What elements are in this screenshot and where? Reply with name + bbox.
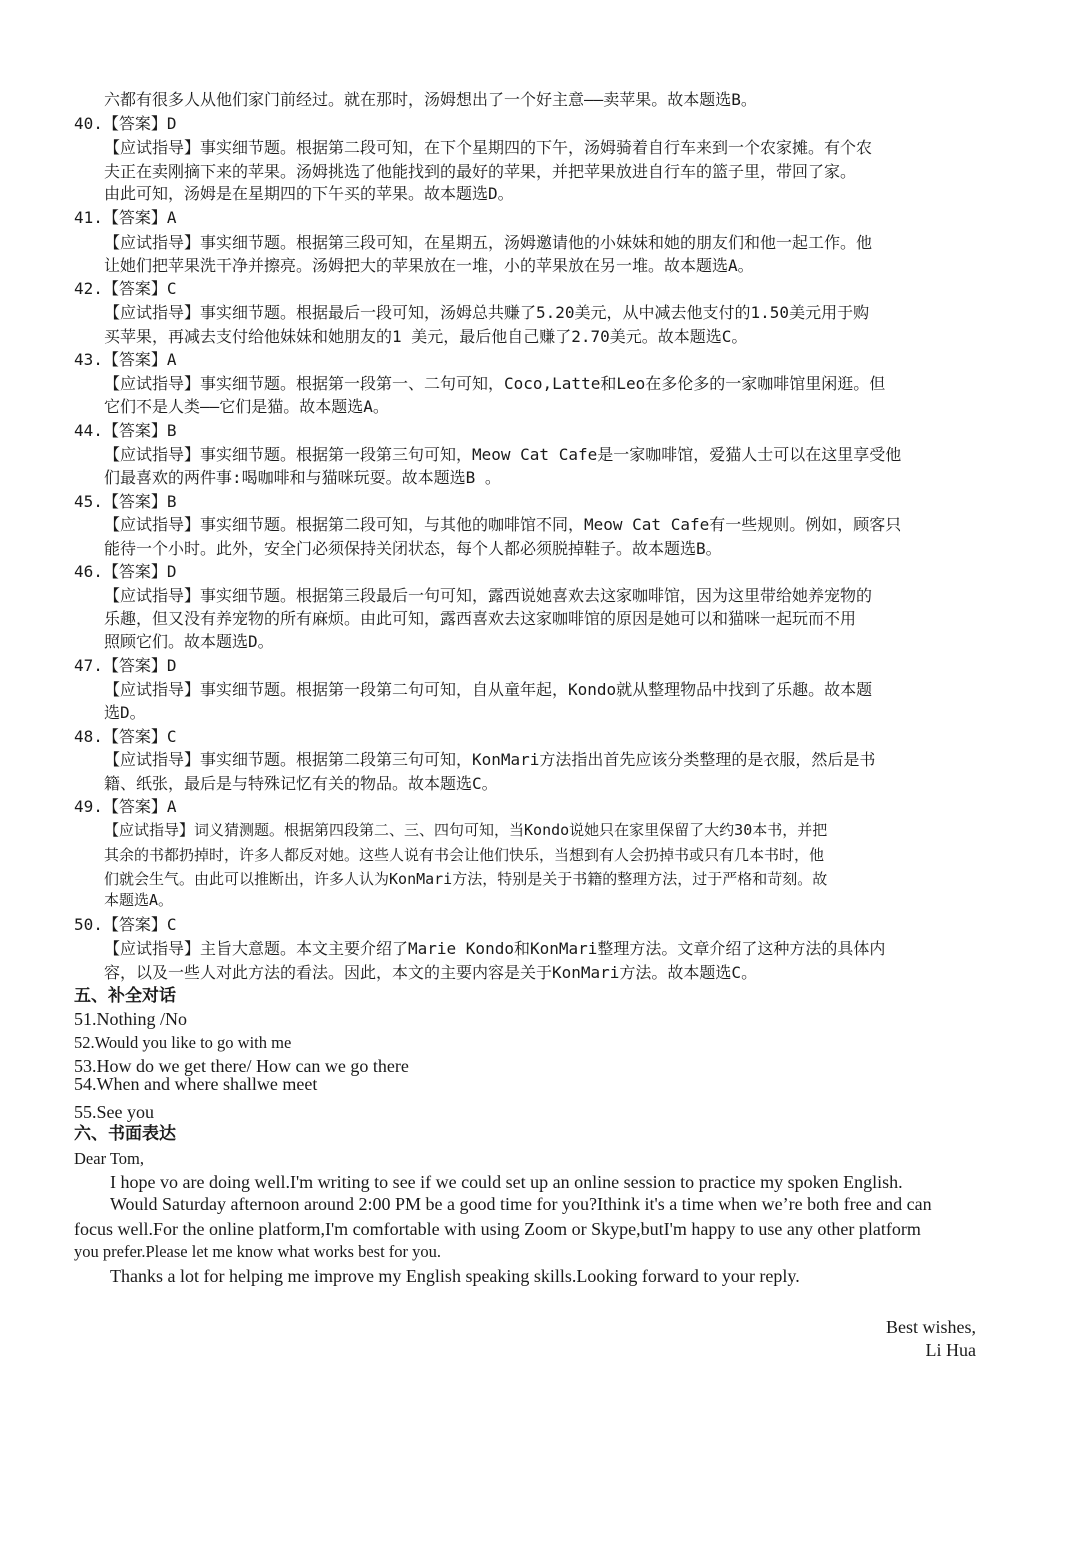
explanation-47-line-1: 【应试指导】事实细节题。根据第一段第二句可知，自从童年起，Kondo就从整理物品中找到了乐趣。故本题 [104, 680, 873, 699]
dialogue-answer-54: 54.When and where shallwe meet [74, 1074, 318, 1094]
dialogue-answer-52: 52.Would you like to go with me [74, 1033, 292, 1052]
letter-line-3: focus well.For the online platform,I'm comfortable with using Zoom or Skype,butI'm happy to use any other platform [74, 1219, 921, 1239]
answer-key-40: 40.【答案】D [74, 114, 177, 133]
explanation-41-line-2: 让她们把苹果洗干净并擦亮。汤姆把大的苹果放在一堆，小的苹果放在另一堆。故本题选A。 [104, 256, 754, 275]
carryover-line: 六都有很多人从他们家门前经过。就在那时，汤姆想出了一个好主意——卖苹果。故本题选B。 [104, 90, 757, 109]
explanation-49-line-2: 其余的书都扔掉时，许多人都反对她。这些人说有书会让他们快乐，当想到有人会扔掉书或只有几本书时，他 [104, 846, 825, 864]
explanation-48-line-1: 【应试指导】事实细节题。根据第二段第三句可知，KonMari方法指出首先应该分类整理的是衣服，然后是书 [104, 750, 876, 769]
letter-signature: Li Hua [925, 1340, 976, 1360]
dialogue-heading: 五、补全对话 [74, 986, 176, 1006]
letter-salutation: Dear Tom, [74, 1149, 145, 1168]
explanation-44-line-2: 们最喜欢的两件事:喝咖啡和与猫咪玩耍。故本题选B 。 [104, 468, 501, 487]
explanation-43-line-2: 它们不是人类——它们是猫。故本题选A。 [104, 397, 389, 416]
explanation-42-line-1: 【应试指导】事实细节题。根据最后一段可知，汤姆总共赚了5.20美元，从中减去他支付的1.50美元用于购 [104, 303, 870, 322]
letter-line-5: Thanks a lot for helping me improve my English speaking skills.Looking forward to your reply. [110, 1266, 800, 1286]
answer-key-44: 44.【答案】B [74, 421, 177, 440]
answer-key-47: 47.【答案】D [74, 656, 177, 675]
explanation-42-line-2: 买苹果，再减去支付给他妹妹和她朋友的1 美元，最后他自己赚了2.70美元。故本题选C。 [104, 327, 748, 346]
explanation-46-line-3: 照顾它们。故本题选D。 [104, 632, 274, 651]
answer-key-45: 45.【答案】B [74, 492, 177, 511]
explanation-46-line-1: 【应试指导】事实细节题。根据第三段最后一句可知，露西说她喜欢去这家咖啡馆，因为这里带给她养宠物的 [104, 586, 873, 605]
answer-key-46: 46.【答案】D [74, 562, 177, 581]
answer-key-48: 48.【答案】C [74, 727, 177, 746]
letter-line-4: you prefer.Please let me know what works best for you. [74, 1242, 442, 1261]
writing-heading: 六、书面表达 [74, 1124, 176, 1144]
answer-key-41: 41.【答案】A [74, 208, 177, 227]
answer-key-49: 49.【答案】A [74, 797, 177, 816]
letter-closing: Best wishes, [886, 1317, 976, 1337]
explanation-43-line-1: 【应试指导】事实细节题。根据第一段第一、二句可知，Coco,Latte和Leo在多伦多的一家咖啡馆里闲逛。但 [104, 374, 886, 393]
explanation-49-line-1: 【应试指导】词义猜测题。根据第四段第二、三、四句可知，当Kondo说她只在家里保留了大约30本书，并把 [104, 821, 828, 839]
explanation-50-line-2: 容，以及一些人对此方法的看法。因此，本文的主要内容是关于KonMari方法。故本题选C。 [104, 963, 758, 982]
explanation-47-line-2: 选D。 [104, 703, 146, 722]
letter-line-2: Would Saturday afternoon around 2:00 PM be a good time for you?Ithink it's a time when we’re both free and can [110, 1194, 932, 1214]
explanation-40-line-2: 夫正在卖刚摘下来的苹果。汤姆挑选了他能找到的最好的苹果，并把苹果放进自行车的篮子里，带回了家。 [104, 162, 857, 181]
explanation-41-line-1: 【应试指导】事实细节题。根据第三段可知，在星期五，汤姆邀请他的小妹妹和她的朋友们和他一起工作。他 [104, 233, 873, 252]
explanation-46-line-2: 乐趣，但又没有养宠物的所有麻烦。由此可知，露西喜欢去这家咖啡馆的原因是她可以和猫咪一起玩而不用 [104, 609, 857, 628]
answer-key-50: 50.【答案】C [74, 915, 177, 934]
explanation-40-line-1: 【应试指导】事实细节题。根据第二段可知，在下个星期四的下午，汤姆骑着自行车来到一个农家摊。有个农 [104, 138, 873, 157]
answer-key-42: 42.【答案】C [74, 279, 177, 298]
explanation-49-line-3: 们就会生气。由此可以推断出，许多人认为KonMari方法，特别是关于书籍的整理方法，过于严格和苛刻。故 [104, 870, 828, 888]
answer-key-43: 43.【答案】A [74, 350, 177, 369]
dialogue-answer-51: 51.Nothing /No [74, 1009, 188, 1029]
explanation-40-line-3: 由此可知，汤姆是在星期四的下午买的苹果。故本题选D。 [104, 184, 514, 203]
explanation-44-line-1: 【应试指导】事实细节题。根据第一段第三句可知，Meow Cat Cafe是一家咖啡馆，爱猫人士可以在这里享受他 [104, 445, 902, 464]
explanation-48-line-2: 籍、纸张，最后是与特殊记忆有关的物品。故本题选C。 [104, 774, 498, 793]
dialogue-answer-55: 55.See you [74, 1102, 154, 1122]
explanation-50-line-1: 【应试指导】主旨大意题。本文主要介绍了Marie Kondo和KonMari整理方法。文章介绍了这种方法的具体内 [104, 939, 886, 958]
letter-line-1: I hope vo are doing well.I'm writing to see if we could set up an online session to practice my spoken English. [110, 1172, 903, 1192]
dialogue-answer-53: 53.How do we get there/ How can we go there [74, 1056, 409, 1076]
explanation-45-line-2: 能待一个小时。此外，安全门必须保持关闭状态，每个人都必须脱掉鞋子。故本题选B。 [104, 539, 722, 558]
explanation-49-line-4: 本题选A。 [104, 891, 174, 909]
explanation-45-line-1: 【应试指导】事实细节题。根据第二段可知，与其他的咖啡馆不同，Meow Cat Cafe有一些规则。例如，顾客只 [104, 515, 902, 534]
